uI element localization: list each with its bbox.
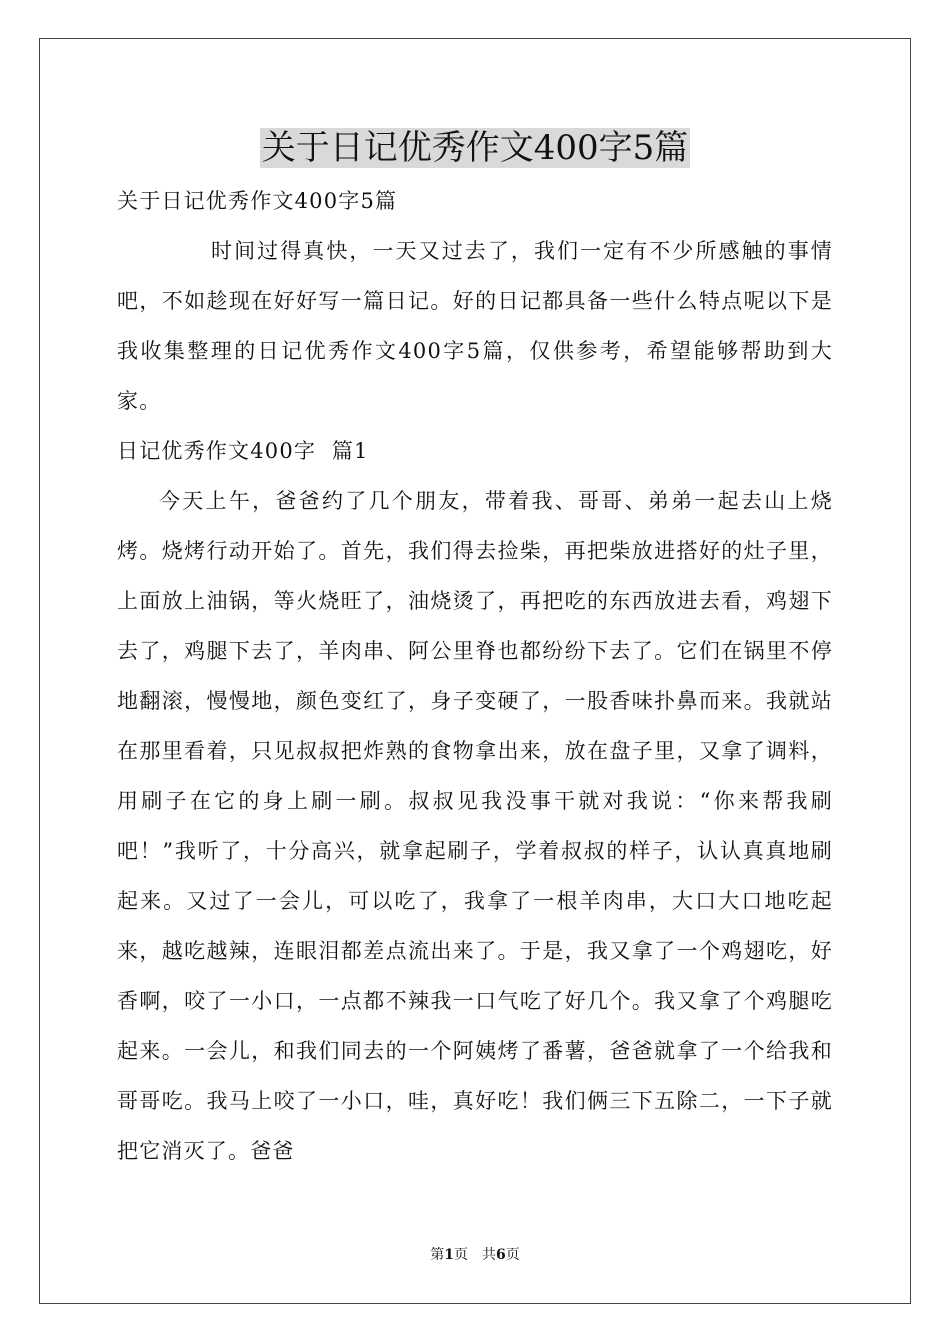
page-number: 1 xyxy=(444,1247,454,1263)
page-suffix: 页 xyxy=(454,1247,468,1263)
document-title xyxy=(0,125,950,171)
document-content xyxy=(117,176,833,1176)
section-heading: 日记优秀作文400字 篇1 xyxy=(117,439,369,463)
document-subtitle: 关于日记优秀作文400字5篇 xyxy=(117,189,398,213)
body-paragraph: 今天上午，爸爸约了几个朋友，带着我、哥哥、弟弟一起去山上烧烤。烧烤行动开始了。首先，我们得去捡柴，再把柴放进搭好的灶子里，上面放上油锅，等火烧旺了，油烧烫了，再把吃的东西放进去看，鸡翅下去了，鸡腿下去了，羊肉串、阿公里脊也都纷纷下去了。它们在锅里不停地翻滚，慢慢地，颜色变红了，身子变硬了，一股香味扑鼻而来。我就站在那里看着，只见叔叔把炸熟的食物拿出来，放在盘子里，又拿了调料，用刷子在它的身上刷一刷。叔叔见我没事干就对我说：“你来帮我刷吧！”我听了，十分高兴，就拿起刷子，学着叔叔的样子，认认真真地刷起来。又过了一会儿，可以吃了，我拿了一根羊肉串，大口大口地吃起来，越吃越辣，连眼泪都差点流出来了。于是，我又拿了一个鸡翅吃，好香啊，咬了一小口，一点都不辣我一口气吃了好几个。我又拿了个鸡腿吃起来。一会儿，和我们同去的一个阿姨烤了番薯，爸爸就拿了一个给我和哥哥吃。我马上咬了一小口，哇，真好吃！我们俩三下五除二，一下子就把它消灭了。爸爸 xyxy=(117,489,833,1163)
page-prefix: 第 xyxy=(430,1247,445,1263)
document-title-text: 关于日记优秀作文400字5篇 xyxy=(261,128,689,168)
total-pages: 6 xyxy=(496,1247,506,1263)
total-prefix: 共 xyxy=(482,1247,496,1263)
page-footer xyxy=(0,1245,950,1265)
total-suffix: 页 xyxy=(505,1247,520,1263)
intro-paragraph: 时间过得真快，一天又过去了，我们一定有不少所感触的事情吧，不如趁现在好好写一篇日记。好的日记都具备一些什么特点呢以下是我收集整理的日记优秀作文400字5篇，仅供参考，希望能够帮助到大家。 xyxy=(117,239,833,413)
